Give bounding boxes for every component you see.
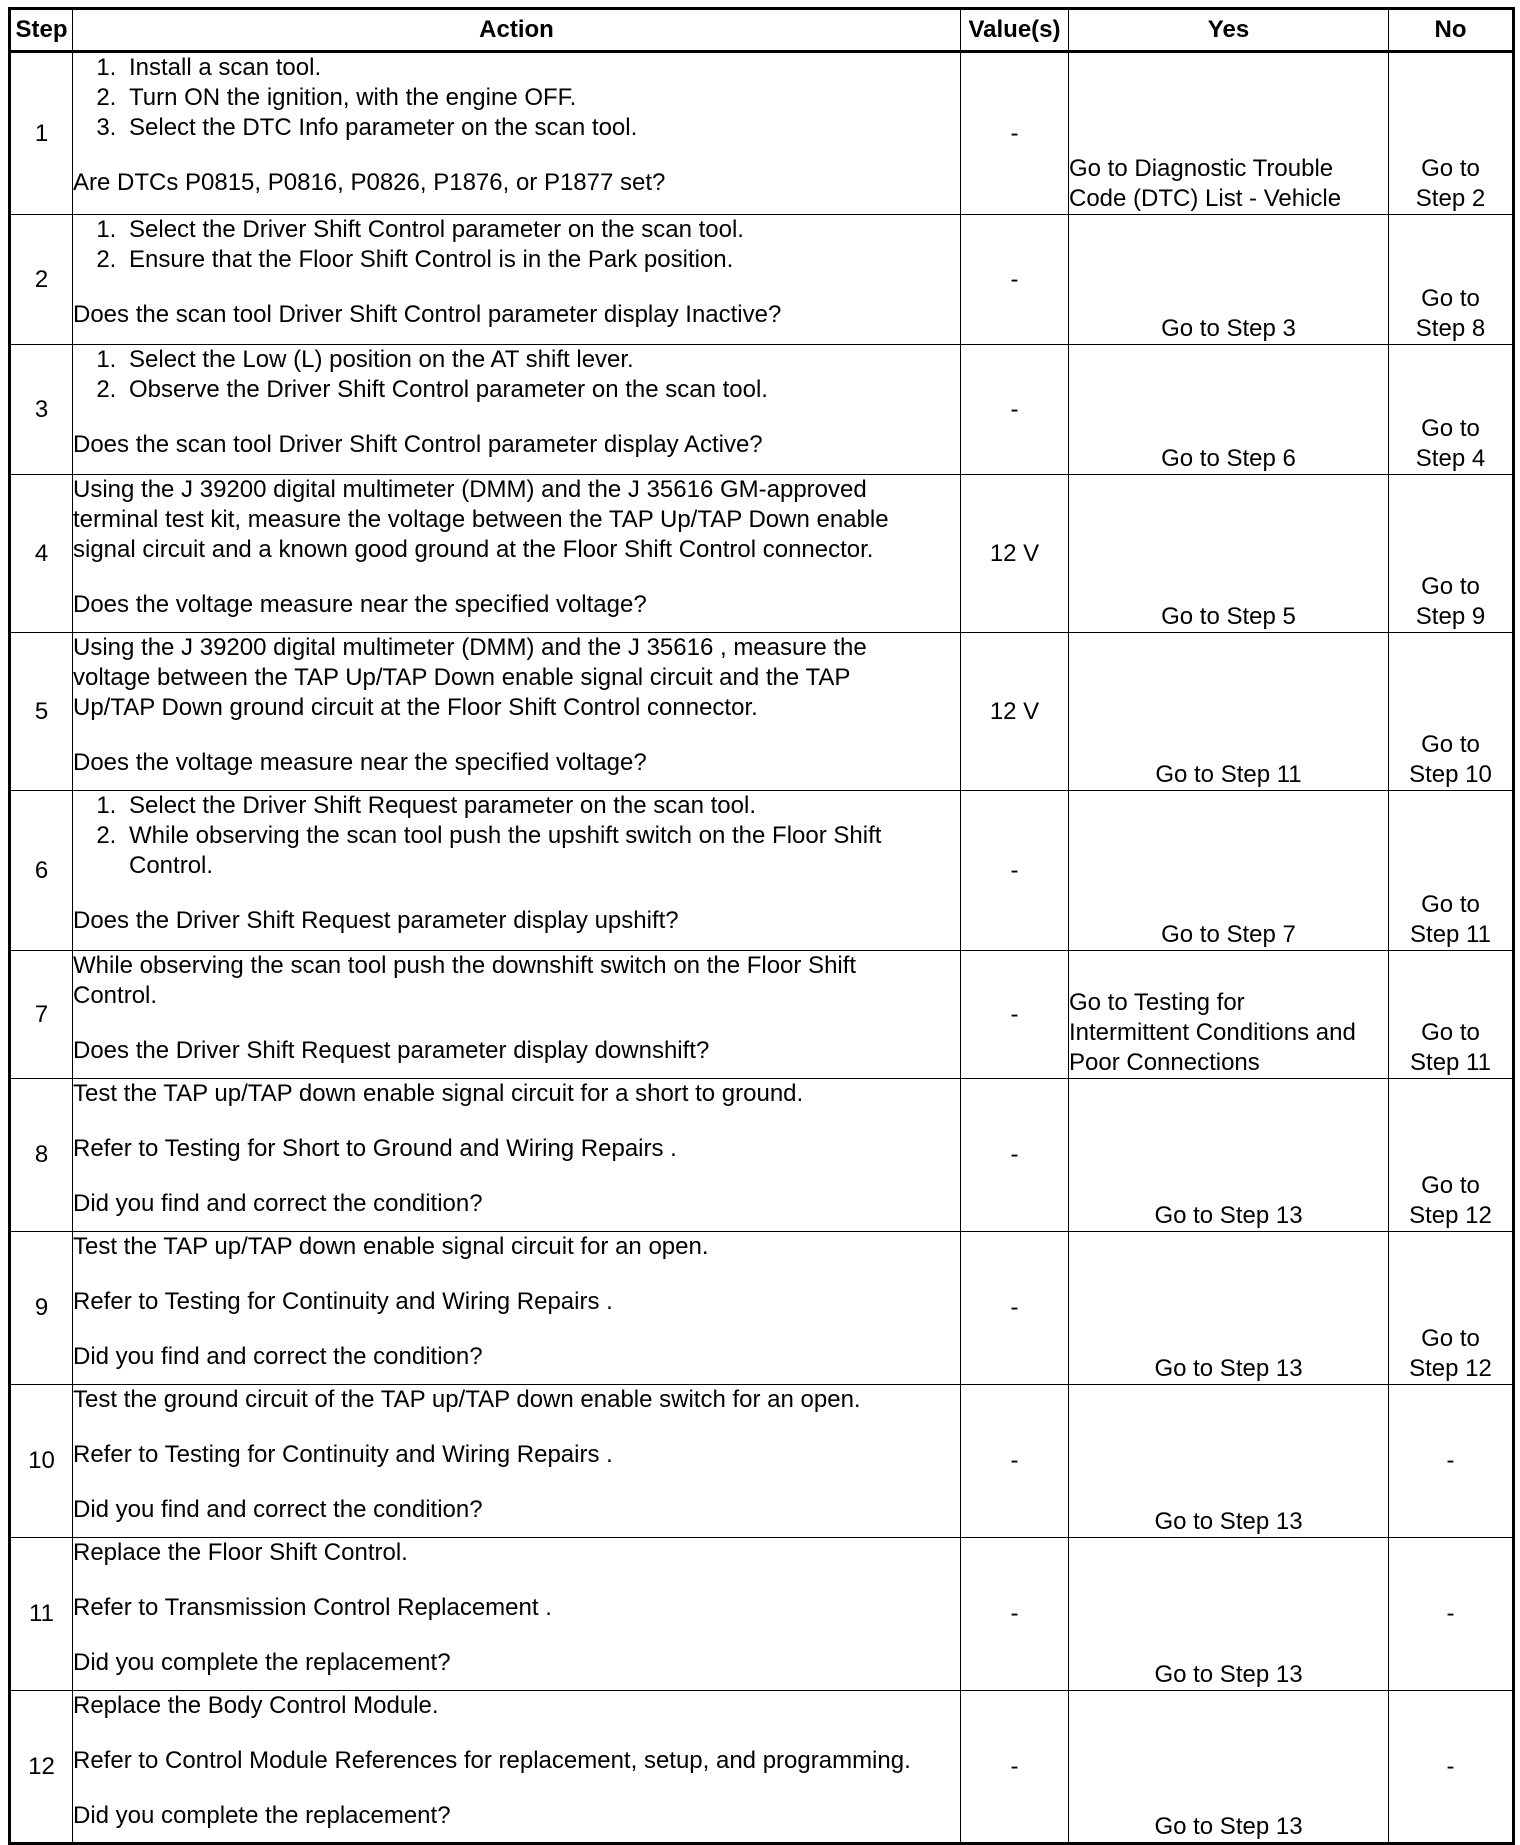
- action-step-item: 1. Select the Driver Shift Control parameter on the scan tool.: [123, 215, 960, 245]
- step-number: 2: [10, 215, 73, 345]
- yes-result: [1069, 345, 1389, 475]
- action-paragraph: Test the TAP up/TAP down enable signal circuit for a short to ground.: [73, 1080, 804, 1107]
- action-paragraph: [73, 475, 960, 565]
- paragraph-gap: [73, 1109, 960, 1134]
- no-result: [1389, 1385, 1514, 1538]
- cell-line: Control.: [73, 982, 158, 1009]
- table-row: [10, 52, 1514, 215]
- action-cell: [73, 345, 961, 475]
- no-result: [1389, 1691, 1514, 1844]
- cell-line: Code (DTC) List - Vehicle: [1069, 185, 1342, 212]
- diagnostic-table: [8, 7, 1515, 1845]
- value-cell: 12 V: [961, 633, 1069, 791]
- value-cell: -: [961, 1385, 1069, 1538]
- action-step-item: 2. Observe the Driver Shift Control parameter on the scan tool.: [123, 375, 960, 405]
- cell-line: terminal test kit, measure the voltage between the TAP Up/TAP Down enable: [73, 506, 889, 533]
- cell-line: Step 9: [1415, 603, 1486, 630]
- action-cell: [73, 475, 961, 633]
- cell-line: Go to: [1421, 573, 1480, 600]
- action-paragraph: [73, 633, 960, 723]
- cell-line: Step 8: [1415, 315, 1486, 342]
- cell-line: Go to Step 13: [1154, 1661, 1303, 1688]
- cell-line: Using the J 39200 digital multimeter (DMM) and the J 35616 , measure the: [73, 634, 867, 661]
- yes-result: [1069, 52, 1389, 215]
- action-step-item: 1. Select the Driver Shift Request parameter on the scan tool.: [123, 791, 960, 821]
- action-question: Does the voltage measure near the specified voltage?: [73, 591, 647, 618]
- action-step-item: 1. Select the Low (L) position on the AT shift lever.: [123, 345, 960, 375]
- action-paragraph: Refer to Control Module References for replacement, setup, and programming.: [73, 1747, 911, 1774]
- action-cell: [73, 1691, 961, 1844]
- header-action: Action: [73, 9, 961, 52]
- yes-result: [1069, 1691, 1389, 1844]
- step-number: 3: [10, 345, 73, 475]
- cell-line: Go to Step 7: [1161, 921, 1296, 948]
- paragraph-gap: [73, 1262, 960, 1287]
- cell-line: Go to Diagnostic Trouble: [1069, 155, 1334, 182]
- action-paragraph: Refer to Testing for Continuity and Wiring Repairs .: [73, 1288, 613, 1315]
- table-row: [10, 1232, 1514, 1385]
- action-cell: [73, 633, 961, 791]
- action-cell: [73, 951, 961, 1079]
- value-cell: -: [961, 1691, 1069, 1844]
- yes-result: [1069, 791, 1389, 951]
- action-cell: [73, 1232, 961, 1385]
- cell-line: Step 11: [1410, 1049, 1491, 1076]
- yes-result: [1069, 1232, 1389, 1385]
- yes-result: [1069, 1385, 1389, 1538]
- no-result: [1389, 345, 1514, 475]
- action-cell: [73, 215, 961, 345]
- action-paragraph: Replace the Floor Shift Control.: [73, 1539, 408, 1566]
- step-number: 6: [10, 791, 73, 951]
- header-no: No: [1389, 9, 1514, 52]
- cell-line: Go to Step 13: [1154, 1355, 1303, 1382]
- action-question: Does the voltage measure near the specified voltage?: [73, 749, 647, 776]
- action-paragraph: Refer to Transmission Control Replacement .: [73, 1594, 552, 1621]
- cell-line: Go to: [1421, 155, 1480, 182]
- table-body: [10, 52, 1514, 1844]
- action-cell: [73, 1385, 961, 1538]
- yes-result: [1069, 633, 1389, 791]
- cell-line: Go to: [1421, 1325, 1480, 1352]
- action-question: Does the Driver Shift Request parameter display downshift?: [73, 1037, 710, 1064]
- header-row: [10, 9, 1514, 52]
- value-cell: 12 V: [961, 475, 1069, 633]
- yes-result: [1069, 1079, 1389, 1232]
- no-result: [1389, 475, 1514, 633]
- action-cell: [73, 791, 961, 951]
- table-row: [10, 1079, 1514, 1232]
- action-steps-list: [73, 791, 960, 881]
- cell-line: Go to Step 11: [1155, 761, 1302, 788]
- table-row: [10, 1691, 1514, 1844]
- action-question: Did you find and correct the condition?: [73, 1190, 483, 1217]
- no-result: [1389, 215, 1514, 345]
- value-cell: -: [961, 215, 1069, 345]
- cell-line: Go to: [1421, 891, 1480, 918]
- action-paragraph: Test the ground circuit of the TAP up/TAP down enable switch for an open.: [73, 1386, 861, 1413]
- action-steps-list: [73, 345, 960, 405]
- step-number: 4: [10, 475, 73, 633]
- cell-line: Go to: [1421, 731, 1480, 758]
- cell-line: Step 11: [1410, 921, 1491, 948]
- cell-line: Go to Step 13: [1154, 1508, 1303, 1535]
- cell-line: Go to: [1421, 415, 1480, 442]
- cell-line: Go to Step 13: [1154, 1813, 1303, 1840]
- action-paragraph: Refer to Testing for Continuity and Wiring Repairs .: [73, 1441, 613, 1468]
- yes-result: [1069, 475, 1389, 633]
- cell-line: Go to: [1421, 1019, 1480, 1046]
- action-question: Did you complete the replacement?: [73, 1802, 451, 1829]
- action-cell: [73, 1538, 961, 1691]
- action-step-item: 3. Select the DTC Info parameter on the scan tool.: [123, 113, 960, 143]
- action-question: Did you find and correct the condition?: [73, 1496, 483, 1523]
- table-row: [10, 633, 1514, 791]
- paragraph-gap: [73, 1415, 960, 1440]
- action-step-item: 2. Turn ON the ignition, with the engine OFF.: [123, 83, 960, 113]
- cell-line: Intermittent Conditions and: [1069, 1019, 1356, 1046]
- action-steps-list: [73, 53, 960, 143]
- no-result: [1389, 951, 1514, 1079]
- header-values: Value(s): [961, 9, 1069, 52]
- cell-line: Step 12: [1409, 1355, 1492, 1382]
- no-result: [1389, 1232, 1514, 1385]
- table-row: [10, 215, 1514, 345]
- action-steps-list: [73, 215, 960, 275]
- table-row: [10, 951, 1514, 1079]
- action-step-item: 2. While observing the scan tool push the upshift switch on the Floor Shift Control.: [123, 821, 960, 881]
- table-row: [10, 1385, 1514, 1538]
- cell-line: Poor Connections: [1069, 1049, 1260, 1076]
- paragraph-gap: [73, 1721, 960, 1746]
- action-cell: [73, 1079, 961, 1232]
- step-number: 9: [10, 1232, 73, 1385]
- step-number: 11: [10, 1538, 73, 1691]
- cell-line: Step 2: [1415, 185, 1486, 212]
- table-row: [10, 345, 1514, 475]
- no-result: [1389, 633, 1514, 791]
- cell-line: While observing the scan tool push the downshift switch on the Floor Shift: [73, 952, 857, 979]
- cell-line: Go to Step 5: [1161, 603, 1296, 630]
- cell-line: Step 4: [1415, 445, 1486, 472]
- action-question: Did you find and correct the condition?: [73, 1343, 483, 1370]
- step-number: 10: [10, 1385, 73, 1538]
- cell-line: -: [1446, 1447, 1455, 1474]
- value-cell: -: [961, 791, 1069, 951]
- yes-result: [1069, 1538, 1389, 1691]
- header-step: Step: [10, 9, 73, 52]
- action-paragraph: Test the TAP up/TAP down enable signal circuit for an open.: [73, 1233, 709, 1260]
- step-number: 12: [10, 1691, 73, 1844]
- action-paragraph: Replace the Body Control Module.: [73, 1692, 439, 1719]
- cell-line: voltage between the TAP Up/TAP Down enable signal circuit and the TAP: [73, 664, 851, 691]
- cell-line: Go to Step 6: [1161, 445, 1296, 472]
- action-question: Did you complete the replacement?: [73, 1649, 451, 1676]
- yes-result: [1069, 215, 1389, 345]
- step-number: 1: [10, 52, 73, 215]
- table-row: [10, 791, 1514, 951]
- yes-result: [1069, 951, 1389, 1079]
- action-step-item: 1. Install a scan tool.: [123, 53, 960, 83]
- cell-line: Step 12: [1409, 1202, 1492, 1229]
- action-question: Does the Driver Shift Request parameter display upshift?: [73, 907, 679, 934]
- cell-line: Up/TAP Down ground circuit at the Floor Shift Control connector.: [73, 694, 758, 721]
- value-cell: -: [961, 1079, 1069, 1232]
- value-cell: -: [961, 1232, 1069, 1385]
- no-result: [1389, 791, 1514, 951]
- paragraph-gap: [73, 1568, 960, 1593]
- cell-line: Step 10: [1409, 761, 1492, 788]
- cell-line: Go to: [1421, 285, 1480, 312]
- cell-line: Using the J 39200 digital multimeter (DMM) and the J 35616 GM-approved: [73, 476, 867, 503]
- cell-line: Go to Step 13: [1154, 1202, 1303, 1229]
- cell-line: Go to Step 3: [1161, 315, 1296, 342]
- no-result: [1389, 1538, 1514, 1691]
- header-yes: Yes: [1069, 9, 1389, 52]
- action-cell: [73, 52, 961, 215]
- step-number: 7: [10, 951, 73, 1079]
- table-row: [10, 475, 1514, 633]
- no-result: [1389, 1079, 1514, 1232]
- table-row: [10, 1538, 1514, 1691]
- cell-line: signal circuit and a known good ground at the Floor Shift Control connector.: [73, 536, 874, 563]
- value-cell: -: [961, 1538, 1069, 1691]
- action-step-item: 2. Ensure that the Floor Shift Control is in the Park position.: [123, 245, 960, 275]
- step-number: 5: [10, 633, 73, 791]
- cell-line: Go to Testing for: [1069, 989, 1245, 1016]
- no-result: [1389, 52, 1514, 215]
- action-question: Does the scan tool Driver Shift Control parameter display Inactive?: [73, 301, 782, 328]
- cell-line: -: [1446, 1600, 1455, 1627]
- action-question: Does the scan tool Driver Shift Control parameter display Active?: [73, 431, 763, 458]
- cell-line: -: [1446, 1752, 1455, 1780]
- action-paragraph: Refer to Testing for Short to Ground and Wiring Repairs .: [73, 1135, 677, 1162]
- value-cell: -: [961, 345, 1069, 475]
- action-question: Are DTCs P0815, P0816, P0826, P1876, or P1877 set?: [73, 169, 666, 196]
- action-paragraph: [73, 951, 960, 1011]
- step-number: 8: [10, 1079, 73, 1232]
- value-cell: -: [961, 52, 1069, 215]
- cell-line: Go to: [1421, 1172, 1480, 1199]
- value-cell: -: [961, 951, 1069, 1079]
